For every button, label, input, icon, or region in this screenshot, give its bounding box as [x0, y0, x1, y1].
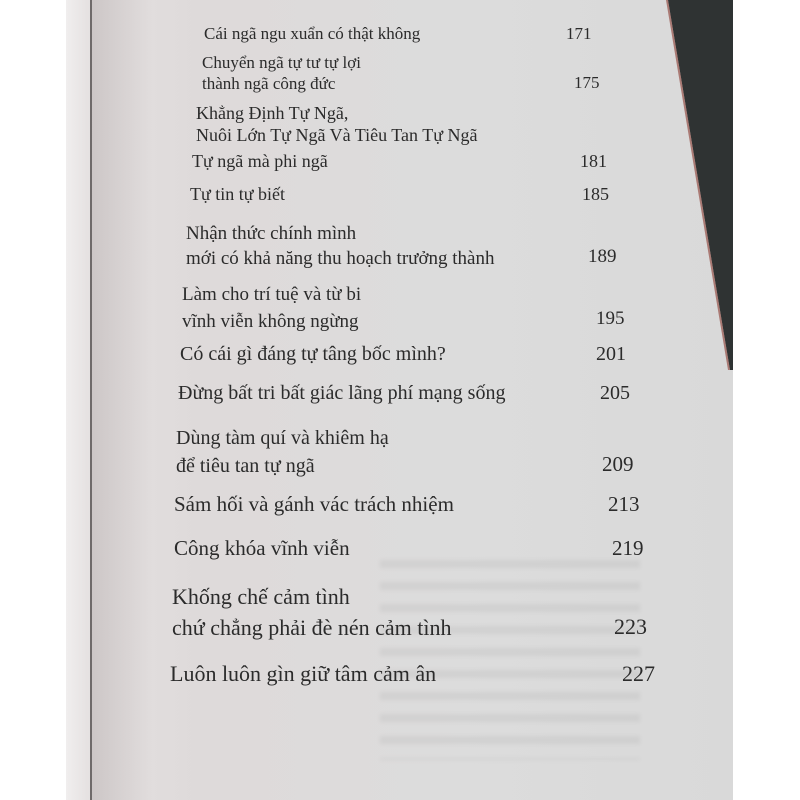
toc-section-heading: Khẳng Định Tự Ngã, [196, 103, 349, 123]
toc-entry [174, 492, 454, 517]
toc-page-number: 209 [602, 452, 634, 476]
toc-entry-title: Luôn luôn gìn giữ tâm cảm ân [170, 661, 437, 686]
toc-entry-title: Nhận thức chính mình [186, 223, 357, 244]
toc-section-heading: Nuôi Lớn Tự Ngã Và Tiêu Tan Tự Ngã [196, 125, 478, 145]
toc-entry-title: Khống chế cảm tình [172, 584, 350, 609]
toc-entry-title: Chuyển ngã tự tư tự lợi [202, 53, 361, 72]
toc-page-number: 175 [574, 73, 600, 92]
toc-entry [170, 661, 436, 687]
toc-entry-title: Công khóa vĩnh viễn [174, 536, 350, 560]
toc-entry [192, 151, 328, 172]
toc-entry-title: để tiêu tan tự ngã [176, 455, 315, 477]
toc-entry [178, 382, 505, 405]
toc-entry-title: Sám hối và gánh vác trách nhiệm [174, 492, 454, 516]
toc-entry-title: chứ chẳng phải đè nén cảm tình [172, 615, 452, 640]
toc-entry [176, 424, 389, 480]
toc-entry-title: Tự ngã mà phi ngã [192, 151, 328, 171]
toc-entry [172, 581, 452, 643]
toc-page-number: 189 [588, 246, 617, 267]
toc-entry-title: Dùng tàm quí và khiêm hạ [176, 427, 389, 449]
toc-entry-title: Cái ngã ngu xuẩn có thật không [204, 24, 421, 43]
toc-entry [202, 52, 361, 94]
toc-entry [204, 24, 420, 44]
toc-entry [174, 536, 350, 561]
toc-page-number: 223 [614, 614, 647, 639]
toc-page-number: 201 [596, 343, 626, 365]
toc-entry-title: thành ngã công đức [202, 74, 336, 93]
toc-entry [186, 221, 494, 271]
toc-entry [180, 343, 446, 366]
toc-entry-title: vĩnh viễn không ngừng [182, 311, 359, 332]
toc-page-number: 205 [600, 382, 630, 404]
toc-page-number: 195 [596, 308, 625, 329]
toc-entry [182, 281, 361, 335]
toc-page-number: 185 [582, 184, 609, 204]
toc-entry-title: Có cái gì đáng tự tâng bốc mình? [180, 343, 446, 365]
toc-page-number: 213 [608, 492, 640, 516]
toc-page-number: 227 [622, 661, 655, 686]
toc-entry-title: Tự tin tự biết [190, 184, 286, 204]
toc-entry [190, 184, 285, 205]
toc-entry-title: mới có khả năng thu hoạch trưởng thành [186, 248, 495, 269]
toc-entry-title: Làm cho trí tuệ và từ bi [182, 284, 362, 305]
toc-page-number: 171 [566, 24, 592, 43]
toc-entry-title: Đừng bất tri bất giác lãng phí mạng sống [178, 382, 506, 404]
toc-page-number: 181 [580, 151, 607, 171]
toc-entry [196, 102, 477, 146]
toc-page-number: 219 [612, 536, 644, 560]
